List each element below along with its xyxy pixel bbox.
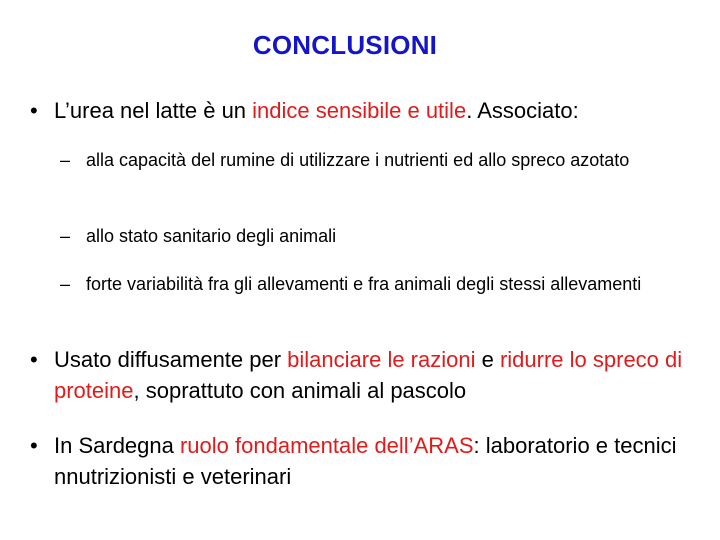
text-run: e <box>475 347 500 372</box>
sub-item <box>60 224 690 248</box>
bullet-text <box>54 95 702 126</box>
highlighted-text: bilanciare le razioni <box>287 347 476 372</box>
bullet-dot: • <box>30 98 38 123</box>
text-run: , soprattuto con animali al pascolo <box>133 378 467 403</box>
highlighted-text: indice sensibile e utile <box>252 98 467 123</box>
bullet-text <box>54 430 702 492</box>
highlighted-text: ruolo fondamentale dell’ARAS <box>179 433 474 458</box>
text-run: L’urea nel latte è un <box>54 98 253 123</box>
dash-marker: – <box>60 226 71 246</box>
bullet-dot: • <box>30 433 38 458</box>
text-run: . Associato: <box>466 98 579 123</box>
slide-title: CONCLUSIONI <box>252 30 438 60</box>
dash-marker: – <box>60 150 71 170</box>
sub-item-text: alla capacità del rumine di utilizzare i nutrienti ed allo spreco azotato <box>86 150 630 170</box>
sub-item <box>60 272 690 296</box>
sub-item-text: forte variabilità fra gli allevamenti e fra animali degli stessi allevamenti <box>86 274 642 294</box>
text-run: Usato diffusamente per <box>54 347 288 372</box>
highlighted-text: ridurre lo spreco di proteine <box>54 347 683 403</box>
sub-item <box>60 148 690 172</box>
bullet-item <box>30 430 702 492</box>
sub-item-text: allo stato sanitario degli animali <box>86 226 337 246</box>
bullet-item <box>30 95 702 126</box>
bullet-dot: • <box>30 347 38 372</box>
bullet-item <box>30 344 702 406</box>
text-run: : laboratorio e tecnici nnutrizionisti e veterinari <box>54 433 677 489</box>
text-run: In Sardegna <box>54 433 180 458</box>
bullet-text <box>54 344 702 406</box>
dash-marker: – <box>60 274 71 294</box>
